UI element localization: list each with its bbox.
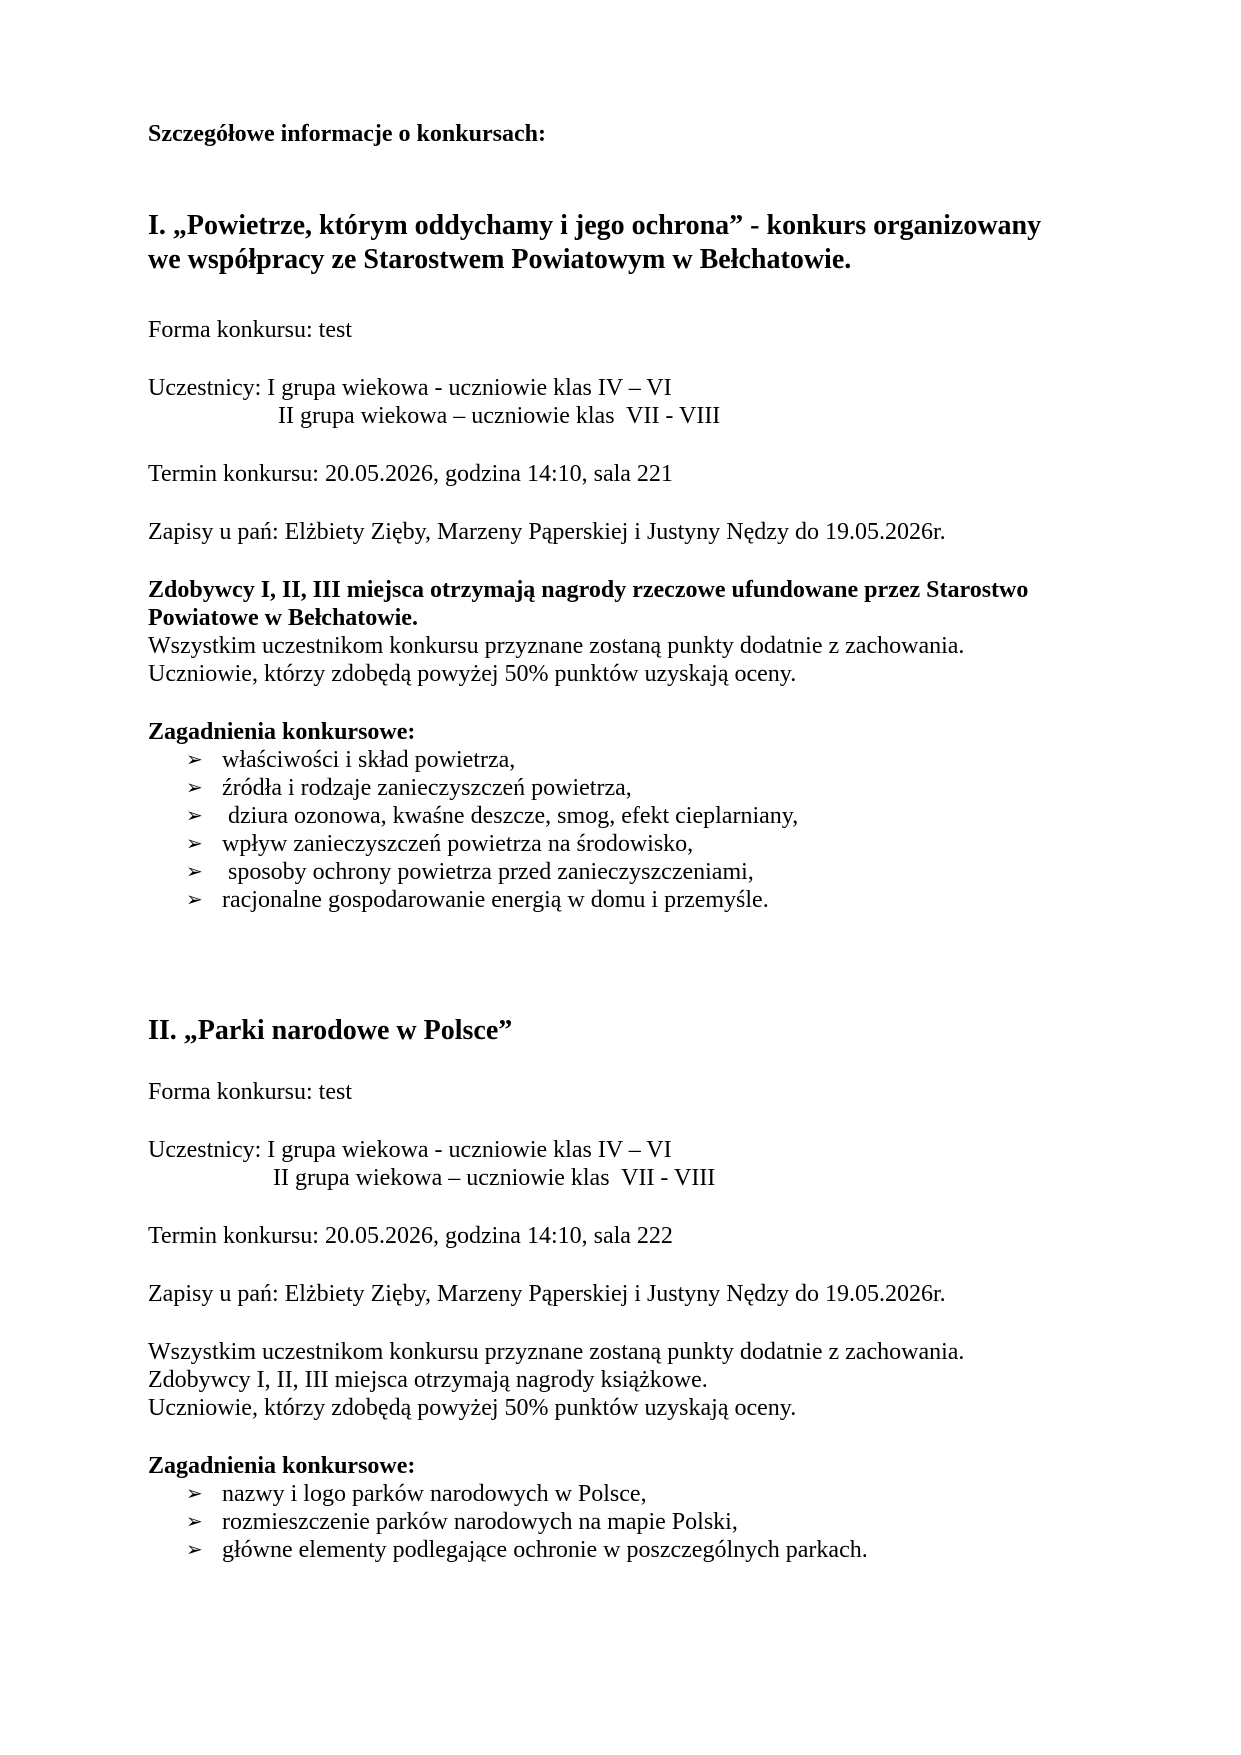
section-2-participants-2: II grupa wiekowa – uczniowie klas VII - VIII: [273, 1165, 716, 1191]
section-2-topic-item: rozmieszczenie parków narodowych na mapie Polski,: [222, 1509, 738, 1535]
bullet-arrow-icon: ➢: [186, 1539, 203, 1561]
section-1-title-line-1: I. „Powietrze, którym oddychamy i jego ochrona” - konkurs organizowany: [148, 210, 1042, 241]
section-1-points: Wszystkim uczestnikom konkursu przyznane zostaną punkty dodatnie z zachowania.: [148, 633, 965, 659]
bullet-arrow-icon: ➢: [186, 861, 203, 883]
bullet-arrow-icon: ➢: [186, 777, 203, 799]
section-1-date: Termin konkursu: 20.05.2026, godzina 14:10, sala 221: [148, 461, 673, 487]
section-1-prizes-line-1: Zdobywcy I, II, III miejsca otrzymają nagrody rzeczowe ufundowane przez Starostwo: [148, 577, 1029, 603]
section-2-topic-item: główne elementy podlegające ochronie w poszczególnych parkach.: [222, 1537, 868, 1563]
section-2-topic-item: nazwy i logo parków narodowych w Polsce,: [222, 1481, 647, 1507]
section-1-topic-item: wpływ zanieczyszczeń powietrza na środowisko,: [222, 831, 694, 857]
section-2-grades: Uczniowie, którzy zdobędą powyżej 50% punktów uzyskają oceny.: [148, 1395, 797, 1421]
section-2-date: Termin konkursu: 20.05.2026, godzina 14:10, sala 222: [148, 1223, 673, 1249]
section-1-participants-1: Uczestnicy: I grupa wiekowa - uczniowie klas IV – VI: [148, 375, 672, 401]
section-1-registration: Zapisy u pań: Elżbiety Zięby, Marzeny Pąperskiej i Justyny Nędzy do 19.05.2026r.: [148, 519, 946, 545]
intro-heading: Szczegółowe informacje o konkursach:: [148, 121, 546, 147]
section-1-forma: Forma konkursu: test: [148, 317, 352, 343]
section-1-title-line-2: we współpracy ze Starostwem Powiatowym w Bełchatowie.: [148, 244, 852, 275]
section-2-registration: Zapisy u pań: Elżbiety Zięby, Marzeny Pąperskiej i Justyny Nędzy do 19.05.2026r.: [148, 1281, 946, 1307]
bullet-arrow-icon: ➢: [186, 889, 203, 911]
section-2-prizes: Zdobywcy I, II, III miejsca otrzymają nagrody książkowe.: [148, 1367, 708, 1393]
section-2-title: II. „Parki narodowe w Polsce”: [148, 1015, 513, 1046]
section-2-forma: Forma konkursu: test: [148, 1079, 352, 1105]
section-2-participants-1: Uczestnicy: I grupa wiekowa - uczniowie klas IV – VI: [148, 1137, 672, 1163]
section-1-topic-item: dziura ozonowa, kwaśne deszcze, smog, efekt cieplarniany,: [222, 803, 799, 829]
bullet-arrow-icon: ➢: [186, 833, 203, 855]
bullet-arrow-icon: ➢: [186, 1511, 203, 1533]
section-1-participants-2: II grupa wiekowa – uczniowie klas VII - VIII: [278, 403, 721, 429]
section-1-topic-item: źródła i rodzaje zanieczyszczeń powietrza,: [222, 775, 632, 801]
bullet-arrow-icon: ➢: [186, 749, 203, 771]
section-2-points: Wszystkim uczestnikom konkursu przyznane zostaną punkty dodatnie z zachowania.: [148, 1339, 965, 1365]
section-1-topic-item: sposoby ochrony powietrza przed zanieczyszczeniami,: [222, 859, 754, 885]
section-1-topics-heading: Zagadnienia konkursowe:: [148, 719, 416, 745]
section-1-grades: Uczniowie, którzy zdobędą powyżej 50% punktów uzyskają oceny.: [148, 661, 797, 687]
section-1-topic-item: właściwości i skład powietrza,: [222, 747, 516, 773]
section-2-topics-heading: Zagadnienia konkursowe:: [148, 1453, 416, 1479]
section-1-prizes-line-2: Powiatowe w Bełchatowie.: [148, 605, 418, 631]
bullet-arrow-icon: ➢: [186, 805, 203, 827]
bullet-arrow-icon: ➢: [186, 1483, 203, 1505]
section-1-topic-item: racjonalne gospodarowanie energią w domu i przemyśle.: [222, 887, 769, 913]
